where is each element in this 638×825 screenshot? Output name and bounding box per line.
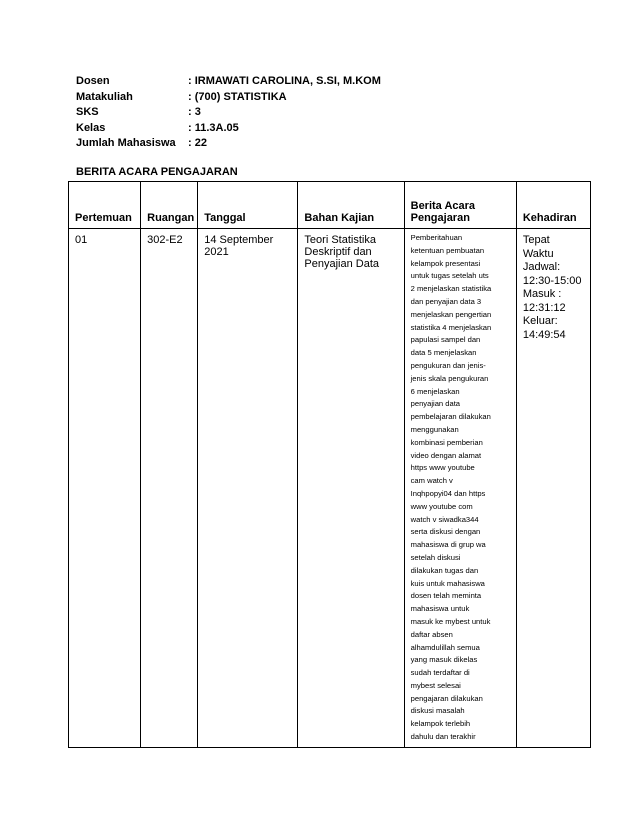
info-value: : (700) STATISTIKA	[188, 90, 287, 103]
info-value: : IRMAWATI CAROLINA, S.SI, M.KOM	[188, 75, 381, 87]
info-row-sks	[76, 105, 381, 121]
cell-berita-acara: Pemberitahuan ketentuan pembuatan kelampok presentasi untuk tugas setelah uts 2 menjelaskan statistika dan penyajian data 3 menjelaskan pengertian statistika 4 menjelaskan papulasi sampel dan data 5 menjelaskan pengukuran dan jenis- jenis skala pengukuran 6 menjelaskan penyajian data pembelajaran dilakukan menggunakan kombinasi pemberian video dengan alamat https www youtube cam watch v Inqhpopyi04 dan https www youtube com watch v siwadka344 serta diskusi dengan mahasiswa di grup wa setelah diskusi dilakukan tugas dan kuis untuk mahasiswa dosen telah meminta mahasiswa untuk masuk ke mybest untuk daftar absen alhamdulillah semua yang masuk dikelas sudah terdaftar di mybest selesai pengajaran dilakukan diskusi masalah kelampok terlebih dahulu dan terakhir	[404, 229, 516, 748]
header-kehadiran: Kehadiran	[516, 182, 590, 229]
info-row-matakuliah	[76, 90, 381, 106]
info-label: SKS	[76, 106, 99, 118]
info-label: Jumlah Mahasiswa	[76, 137, 176, 149]
info-row-dosen	[76, 74, 381, 90]
table-row	[69, 229, 591, 748]
info-value: : 11.3A.05	[188, 121, 239, 134]
cell-pertemuan: 01	[69, 229, 141, 748]
section-title: BERITA ACARA PENGAJARAN	[76, 166, 238, 178]
info-value: : 3	[188, 106, 201, 118]
info-value: : 22	[188, 137, 207, 149]
cell-tanggal: 14 September 2021	[198, 229, 298, 748]
table-header-row	[69, 182, 591, 229]
header-tanggal: Tanggal	[198, 182, 298, 229]
info-row-jumlah-mahasiswa	[76, 136, 381, 152]
info-row-kelas	[76, 121, 381, 137]
info-label: Dosen	[76, 75, 110, 87]
cell-bahan-kajian: Teori Statistika Deskriptif dan Penyajian Data	[298, 229, 404, 748]
header-pertemuan: Pertemuan	[69, 182, 141, 229]
header-berita-acara: Berita Acara Pengajaran	[404, 182, 516, 229]
info-label: Matakuliah	[76, 90, 133, 103]
cell-kehadiran: Tepat Waktu Jadwal: 12:30-15:00 Masuk : 12:31:12 Keluar: 14:49:54	[516, 229, 590, 748]
header-bahan-kajian: Bahan Kajian	[298, 182, 404, 229]
teaching-record-table	[68, 181, 591, 748]
course-info	[76, 74, 381, 152]
header-ruangan: Ruangan	[141, 182, 198, 229]
cell-ruangan: 302-E2	[141, 229, 198, 748]
info-label: Kelas	[76, 121, 106, 134]
